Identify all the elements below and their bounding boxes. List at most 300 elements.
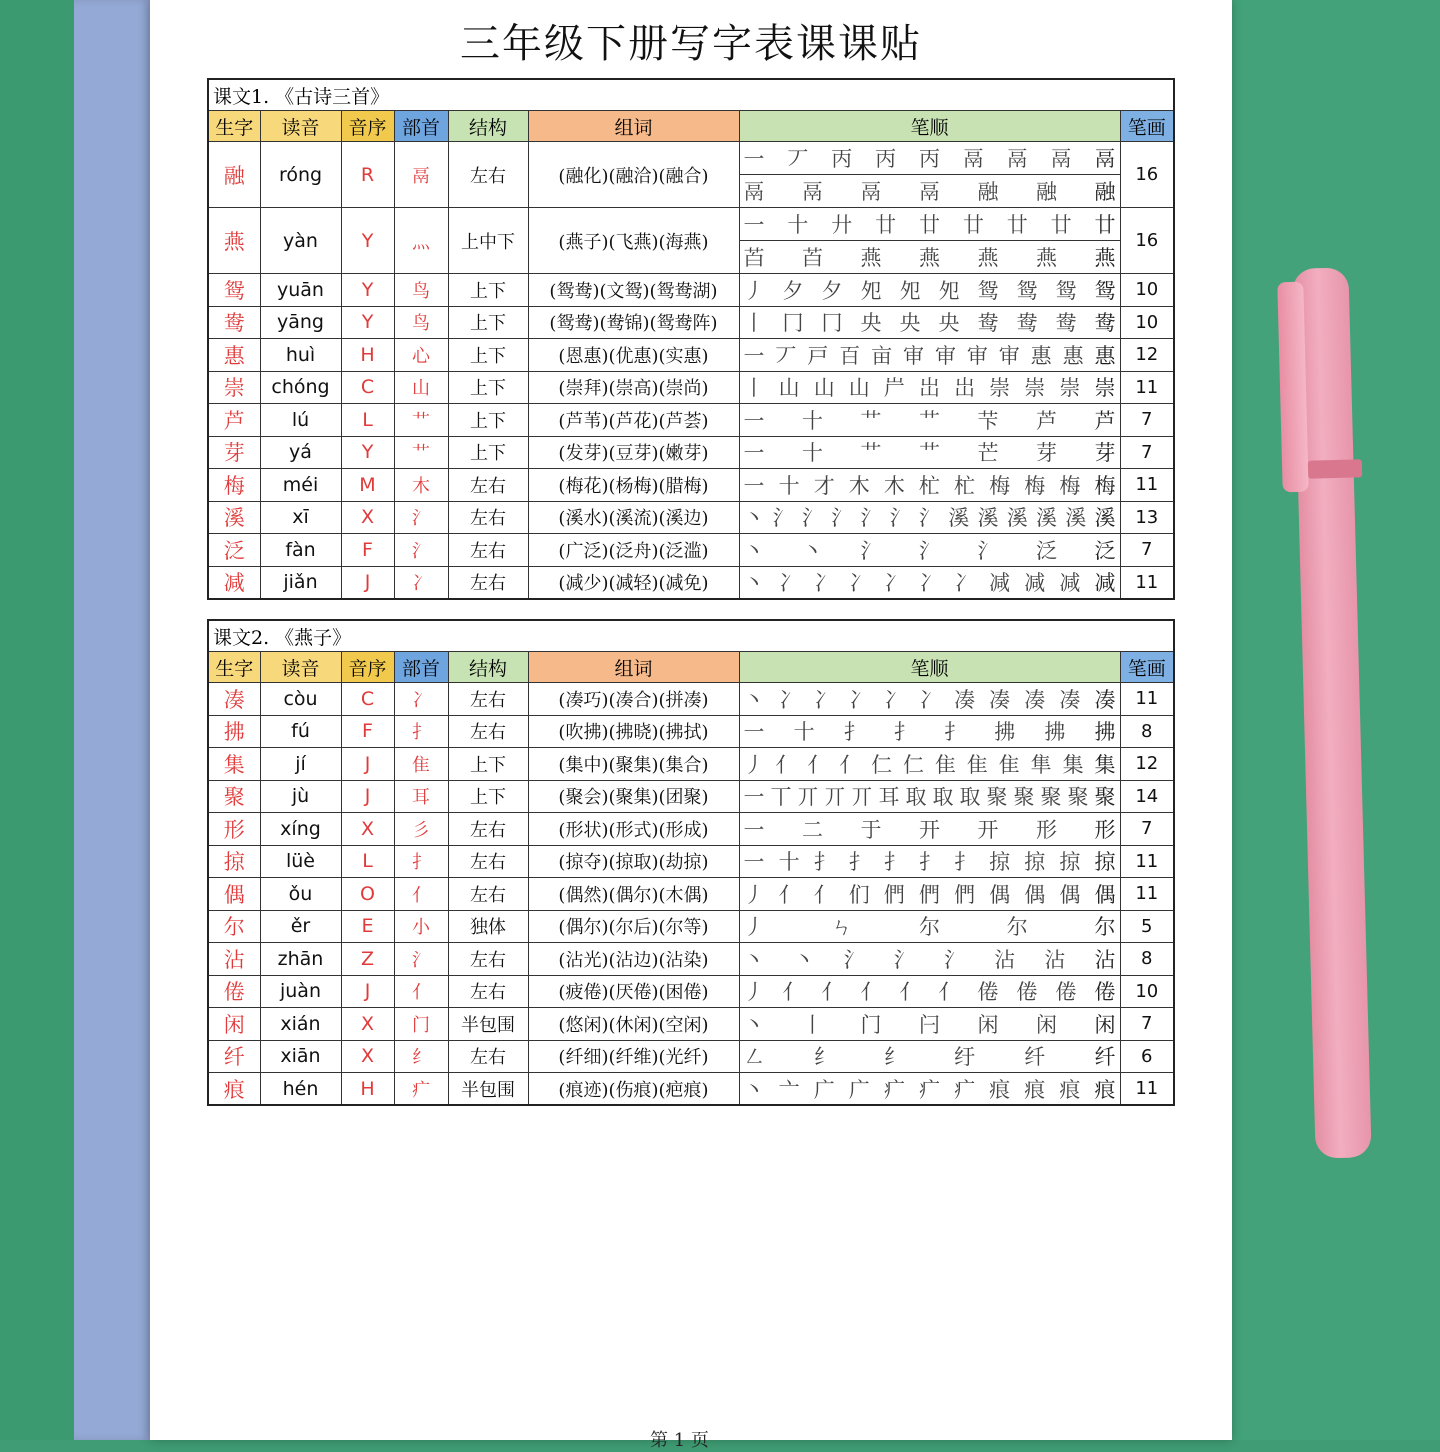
char-cell: 芽: [208, 436, 260, 469]
stroke-step: 丿: [743, 752, 765, 777]
stroke-step: 鬲: [1050, 147, 1072, 171]
table-row: [208, 683, 1174, 716]
structure-cell: 半包围: [448, 1073, 528, 1106]
stroke-step: ㄣ: [831, 915, 853, 940]
stroke-sequence: [740, 142, 1120, 175]
lesson1-caption: 课文1. 《古诗三首》: [208, 79, 1174, 111]
table-row: [208, 436, 1174, 469]
stroke-step: 冫: [848, 571, 870, 595]
stroke-count-cell: 11: [1120, 845, 1174, 878]
stroke-step: 丨: [743, 376, 765, 401]
order-cell: X: [341, 501, 394, 534]
char-cell: 沾: [208, 943, 260, 976]
words-cell: (鸳鸯)(文鸳)(鸳鸯湖): [528, 274, 739, 307]
stroke-step: 艹: [860, 441, 882, 466]
stroke-step: 燕: [919, 246, 940, 270]
table-row: [208, 1008, 1174, 1041]
header-order: 音序: [341, 652, 394, 683]
stroke-step: 百: [839, 343, 861, 368]
stroke-order-cell: [739, 142, 1120, 208]
stroke-step: 隹: [934, 752, 956, 777]
stroke-sequence: [744, 944, 1116, 974]
header-row: [208, 652, 1174, 683]
stroke-order-cell: [739, 566, 1120, 599]
stroke-step: 审: [966, 343, 988, 368]
blue-folder: [74, 0, 152, 1440]
stroke-step: 木: [848, 473, 870, 498]
stroke-step: 鬲: [1006, 147, 1028, 171]
radical-cell: 亻: [394, 975, 448, 1008]
radical-cell: 纟: [394, 1040, 448, 1073]
structure-cell: 上下: [448, 436, 528, 469]
stroke-step: 燕: [1036, 246, 1057, 270]
page-title: 三年级下册写字表课课贴: [460, 21, 922, 67]
pinyin-cell: xián: [260, 1008, 341, 1041]
stroke-step: 廿: [1006, 213, 1028, 237]
desk-background-left: [0, 0, 78, 1440]
words-cell: (发芽)(豆芽)(嫩芽): [528, 436, 739, 469]
stroke-step: 一: [743, 817, 765, 842]
pinyin-cell: hén: [260, 1073, 341, 1106]
stroke-order-cell: [739, 436, 1120, 469]
pinyin-cell: lú: [260, 404, 341, 437]
order-cell: F: [341, 715, 394, 748]
char-cell: 鸳: [208, 274, 260, 307]
pinyin-cell: ěr: [260, 910, 341, 943]
pinyin-cell: yāng: [260, 306, 341, 339]
stroke-count-cell: 8: [1120, 715, 1174, 748]
stroke-step: 丶: [743, 1012, 765, 1037]
stroke-sequence: [744, 911, 1116, 941]
stroke-step: 央: [860, 311, 882, 336]
stroke-step: 氵: [831, 506, 853, 531]
stroke-step: 冫: [778, 571, 800, 595]
stroke-step: 十: [802, 441, 823, 466]
table-row: [208, 1040, 1174, 1073]
header-pinyin: 读音: [260, 652, 341, 683]
page-footer: 第 1 页: [650, 1430, 709, 1451]
header-count: 笔画: [1120, 652, 1174, 683]
stroke-step: 梅: [1094, 473, 1116, 498]
stroke-step: 丶: [743, 947, 765, 972]
pinyin-cell: méi: [260, 469, 341, 502]
stroke-step: 冫: [918, 571, 940, 595]
stroke-step: 偶: [1024, 882, 1046, 907]
stroke-step: 崇: [1059, 376, 1081, 401]
stroke-step: 门: [860, 1012, 882, 1037]
stroke-sequence: [744, 684, 1116, 714]
radical-cell: 扌: [394, 845, 448, 878]
stroke-count-cell: 13: [1120, 501, 1174, 534]
stroke-step: 丶: [743, 506, 765, 531]
stroke-step: 二: [802, 817, 823, 842]
words-cell: (沾光)(沾边)(沾染): [528, 943, 739, 976]
pinyin-cell: jí: [260, 748, 341, 781]
stroke-step: 夕: [782, 278, 804, 303]
structure-cell: 上下: [448, 371, 528, 404]
radical-cell: 氵: [394, 534, 448, 567]
header-words: 组词: [528, 111, 739, 142]
stroke-step: 廿: [1050, 213, 1072, 237]
stroke-step: 鸯: [1016, 311, 1038, 336]
stroke-step: 氵: [977, 538, 999, 563]
stroke-step: 取: [905, 785, 927, 810]
stroke-step: 芽: [1094, 441, 1116, 466]
char-cell: 倦: [208, 975, 260, 1008]
stroke-step: 氵: [919, 506, 940, 531]
stroke-count-cell: 14: [1120, 780, 1174, 813]
stroke-order-cell: [739, 715, 1120, 748]
stroke-step: 丿: [743, 278, 765, 303]
stroke-order-cell: [739, 975, 1120, 1008]
stroke-step: 泛: [1094, 538, 1116, 563]
stroke-step: 冫: [778, 687, 800, 712]
char-cell: 拂: [208, 715, 260, 748]
stroke-order-cell: [739, 683, 1120, 716]
stroke-step: 十: [778, 850, 800, 875]
table-row: [208, 845, 1174, 878]
structure-cell: 左右: [448, 469, 528, 502]
stroke-step: 倦: [977, 980, 999, 1005]
stroke-step: 溪: [1094, 506, 1116, 531]
order-cell: X: [341, 1008, 394, 1041]
structure-cell: 左右: [448, 534, 528, 567]
char-cell: 集: [208, 748, 260, 781]
stroke-step: 芦: [1036, 408, 1057, 433]
structure-cell: 左右: [448, 975, 528, 1008]
stroke-step: 鬲: [860, 180, 882, 204]
radical-cell: 氵: [394, 943, 448, 976]
stroke-count-cell: 7: [1120, 436, 1174, 469]
order-cell: J: [341, 566, 394, 599]
stroke-step: 广: [813, 1077, 835, 1102]
structure-cell: 左右: [448, 142, 528, 208]
stroke-step: 一: [743, 720, 765, 745]
stroke-step: 氵: [889, 506, 911, 531]
header-char: 生字: [208, 652, 260, 683]
stroke-step: 惠: [1094, 343, 1116, 368]
stroke-step: 丶: [802, 538, 823, 563]
stroke-step: 夗: [938, 278, 960, 303]
structure-cell: 左右: [448, 845, 528, 878]
stroke-step: 鸳: [1016, 278, 1038, 303]
header-radical: 部首: [394, 111, 448, 142]
header-count: 笔画: [1120, 111, 1174, 142]
stroke-step: 冫: [883, 571, 905, 595]
stroke-step: 惠: [1062, 343, 1084, 368]
header-order: 音序: [341, 111, 394, 142]
lesson2-table: [207, 619, 1175, 1106]
stroke-step: 亻: [778, 882, 800, 907]
stroke-step: 倦: [1016, 980, 1038, 1005]
stroke-step: 才: [813, 473, 835, 498]
stroke-step: 十: [802, 408, 823, 433]
stroke-sequence: [740, 208, 1120, 241]
stroke-step: 融: [1036, 180, 1057, 204]
stroke-step: 一: [743, 147, 765, 171]
stroke-count-cell: 10: [1120, 274, 1174, 307]
stroke-step: 氵: [893, 947, 915, 972]
stroke-step: 耳: [878, 785, 900, 810]
stroke-step: 们: [848, 882, 870, 907]
pinyin-cell: yá: [260, 436, 341, 469]
stroke-step: 梅: [1059, 473, 1081, 498]
char-cell: 尔: [208, 910, 260, 943]
order-cell: L: [341, 404, 394, 437]
stroke-step: 取: [932, 785, 954, 810]
stroke-step: 掠: [989, 850, 1011, 875]
stroke-step: 开: [977, 817, 999, 842]
stroke-step: 燕: [860, 246, 882, 270]
stroke-step: 倦: [1055, 980, 1077, 1005]
pinyin-cell: xī: [260, 501, 341, 534]
stroke-step: 一: [743, 785, 765, 810]
stroke-step: 亠: [778, 1077, 800, 1102]
stroke-sequence: [744, 535, 1116, 565]
stroke-order-cell: [739, 813, 1120, 846]
stroke-step: 們: [954, 882, 976, 907]
stroke-step: 丿: [743, 915, 765, 940]
stroke-order-cell: [739, 1040, 1120, 1073]
structure-cell: 左右: [448, 566, 528, 599]
order-cell: X: [341, 1040, 394, 1073]
stroke-step: 痕: [989, 1077, 1011, 1102]
order-cell: C: [341, 683, 394, 716]
stroke-step: 拂: [994, 720, 1016, 745]
table-row: [208, 943, 1174, 976]
stroke-step: 闲: [977, 1012, 999, 1037]
structure-cell: 左右: [448, 501, 528, 534]
stroke-step: 掠: [1059, 850, 1081, 875]
stroke-sequence: [740, 241, 1120, 273]
stroke-step: 亻: [813, 882, 835, 907]
stroke-order-cell: [739, 748, 1120, 781]
stroke-step: 氵: [860, 506, 882, 531]
structure-cell: 独体: [448, 910, 528, 943]
worksheet-page: [150, 0, 1232, 1451]
char-cell: 凑: [208, 683, 260, 716]
char-cell: 燕: [208, 208, 260, 274]
pinyin-cell: jiǎn: [260, 566, 341, 599]
stroke-step: 沾: [994, 947, 1016, 972]
stroke-step: 溪: [1036, 506, 1057, 531]
stroke-step: 纤: [1024, 1045, 1046, 1070]
order-cell: J: [341, 780, 394, 813]
stroke-step: 丶: [793, 947, 815, 972]
stroke-step: 戸: [807, 343, 829, 368]
words-cell: (融化)(融洽)(融合): [528, 142, 739, 208]
table-row: [208, 142, 1174, 208]
structure-cell: 上下: [448, 404, 528, 437]
order-cell: H: [341, 1073, 394, 1106]
pinyin-cell: còu: [260, 683, 341, 716]
stroke-step: 扌: [944, 720, 966, 745]
table-row: [208, 910, 1174, 943]
stroke-order-cell: [739, 469, 1120, 502]
order-cell: F: [341, 534, 394, 567]
stroke-count-cell: 7: [1120, 813, 1174, 846]
stroke-step: 鬲: [1094, 147, 1116, 171]
words-cell: (疲倦)(厌倦)(困倦): [528, 975, 739, 1008]
stroke-order-cell: [739, 1008, 1120, 1041]
stroke-step: 崇: [989, 376, 1011, 401]
stroke-step: 倦: [1094, 980, 1116, 1005]
table-row: [208, 1073, 1174, 1106]
stroke-step: 集: [1094, 752, 1116, 777]
structure-cell: 左右: [448, 943, 528, 976]
lesson1-table: [207, 78, 1175, 600]
structure-cell: 上下: [448, 339, 528, 372]
order-cell: E: [341, 910, 394, 943]
pinyin-cell: jù: [260, 780, 341, 813]
stroke-step: 鸳: [977, 278, 999, 303]
radical-cell: 耳: [394, 780, 448, 813]
stroke-step: 尔: [1006, 915, 1028, 940]
radical-cell: 小: [394, 910, 448, 943]
pinyin-cell: ǒu: [260, 878, 341, 911]
stroke-count-cell: 10: [1120, 306, 1174, 339]
stroke-step: 冫: [918, 687, 940, 712]
stroke-step: 一: [743, 850, 765, 875]
stroke-step: 溪: [1006, 506, 1028, 531]
stroke-sequence: [744, 567, 1116, 597]
stroke-step: 掠: [1094, 850, 1116, 875]
stroke-step: 纡: [954, 1045, 976, 1070]
pinyin-cell: chóng: [260, 371, 341, 404]
words-cell: (恩惠)(优惠)(实惠): [528, 339, 739, 372]
stroke-step: 岀: [954, 376, 976, 401]
structure-cell: 左右: [448, 813, 528, 846]
char-cell: 减: [208, 566, 260, 599]
stroke-step: 仁: [903, 752, 925, 777]
stroke-step: 尔: [1094, 915, 1116, 940]
stroke-step: 冫: [813, 687, 835, 712]
stroke-order-cell: [739, 404, 1120, 437]
stroke-count-cell: 11: [1120, 371, 1174, 404]
char-cell: 惠: [208, 339, 260, 372]
stroke-step: 减: [1094, 571, 1116, 595]
stroke-step: 偶: [1059, 882, 1081, 907]
stroke-order-cell: [739, 208, 1120, 274]
table-row: [208, 371, 1174, 404]
radical-cell: 彡: [394, 813, 448, 846]
stroke-sequence: [744, 307, 1116, 337]
stroke-step: 丨: [802, 1012, 823, 1037]
header-structure: 结构: [448, 652, 528, 683]
stroke-step: 亻: [821, 980, 843, 1005]
header-strokes: 笔顺: [739, 111, 1120, 142]
stroke-step: 屵: [883, 376, 905, 401]
stroke-step: 扌: [843, 720, 865, 745]
stroke-step: 燕: [1094, 246, 1116, 270]
stroke-step: 鬲: [962, 147, 984, 171]
stroke-step: 拂: [1094, 720, 1116, 745]
stroke-step: 丨: [743, 311, 765, 336]
stroke-order-cell: [739, 534, 1120, 567]
order-cell: J: [341, 975, 394, 1008]
stroke-step: 凑: [954, 687, 976, 712]
stroke-sequence: [744, 340, 1116, 370]
table-row: [208, 813, 1174, 846]
stroke-step: 审: [903, 343, 925, 368]
stroke-order-cell: [739, 371, 1120, 404]
stroke-step: 們: [918, 882, 940, 907]
stroke-step: 闩: [919, 1012, 940, 1037]
structure-cell: 半包围: [448, 1008, 528, 1041]
order-cell: C: [341, 371, 394, 404]
stroke-count-cell: 12: [1120, 748, 1174, 781]
stroke-step: 廿: [962, 213, 984, 237]
stroke-step: 聚: [1040, 785, 1062, 810]
header-radical: 部首: [394, 652, 448, 683]
words-cell: (悠闲)(休闲)(空闲): [528, 1008, 739, 1041]
stroke-sequence: [744, 1009, 1116, 1039]
stroke-step: 苩: [802, 246, 823, 270]
stroke-step: 疒: [918, 1077, 940, 1102]
stroke-step: 夗: [899, 278, 921, 303]
stroke-sequence: [744, 814, 1116, 844]
order-cell: R: [341, 142, 394, 208]
order-cell: Y: [341, 436, 394, 469]
char-cell: 聚: [208, 780, 260, 813]
radical-cell: 艹: [394, 436, 448, 469]
stroke-step: 央: [899, 311, 921, 336]
char-cell: 形: [208, 813, 260, 846]
stroke-step: 十: [793, 720, 815, 745]
stroke-step: 們: [883, 882, 905, 907]
stroke-step: 岀: [918, 376, 940, 401]
pinyin-cell: fú: [260, 715, 341, 748]
stroke-step: 审: [998, 343, 1020, 368]
stroke-step: 氵: [919, 538, 940, 563]
stroke-step: 一: [743, 213, 765, 237]
stroke-step: 扌: [954, 850, 976, 875]
stroke-step: 丿: [743, 980, 765, 1005]
stroke-step: 廿: [875, 213, 897, 237]
stroke-step: 融: [977, 180, 999, 204]
stroke-step: 冫: [883, 687, 905, 712]
stroke-step: 夕: [821, 278, 843, 303]
stroke-step: ㇜: [743, 1045, 765, 1070]
words-cell: (广泛)(泛舟)(泛滥): [528, 534, 739, 567]
stroke-step: 一: [743, 473, 765, 498]
stroke-sequence: [744, 749, 1116, 779]
pinyin-cell: lüè: [260, 845, 341, 878]
stroke-step: 廿: [1094, 213, 1116, 237]
stroke-step: 亻: [807, 752, 829, 777]
stroke-step: 丆: [787, 147, 809, 171]
stroke-order-cell: [739, 780, 1120, 813]
stroke-count-cell: 7: [1120, 534, 1174, 567]
stroke-step: 溪: [1065, 506, 1087, 531]
stroke-step: 亻: [938, 980, 960, 1005]
stroke-step: 梅: [1024, 473, 1046, 498]
stroke-step: 芽: [1036, 441, 1057, 466]
stroke-sequence: [744, 502, 1116, 532]
stroke-step: 氵: [802, 506, 823, 531]
table-row: [208, 566, 1174, 599]
pen-clip: [1277, 282, 1308, 493]
stroke-step: 沾: [1094, 947, 1116, 972]
stroke-step: 仁: [871, 752, 893, 777]
stroke-step: 丶: [743, 1077, 765, 1102]
stroke-step: 开: [919, 817, 940, 842]
stroke-order-cell: [739, 1073, 1120, 1106]
radical-cell: 氵: [394, 501, 448, 534]
stroke-step: 艹: [919, 441, 940, 466]
stroke-step: 芐: [977, 408, 999, 433]
words-cell: (凑巧)(凑合)(拼凑): [528, 683, 739, 716]
